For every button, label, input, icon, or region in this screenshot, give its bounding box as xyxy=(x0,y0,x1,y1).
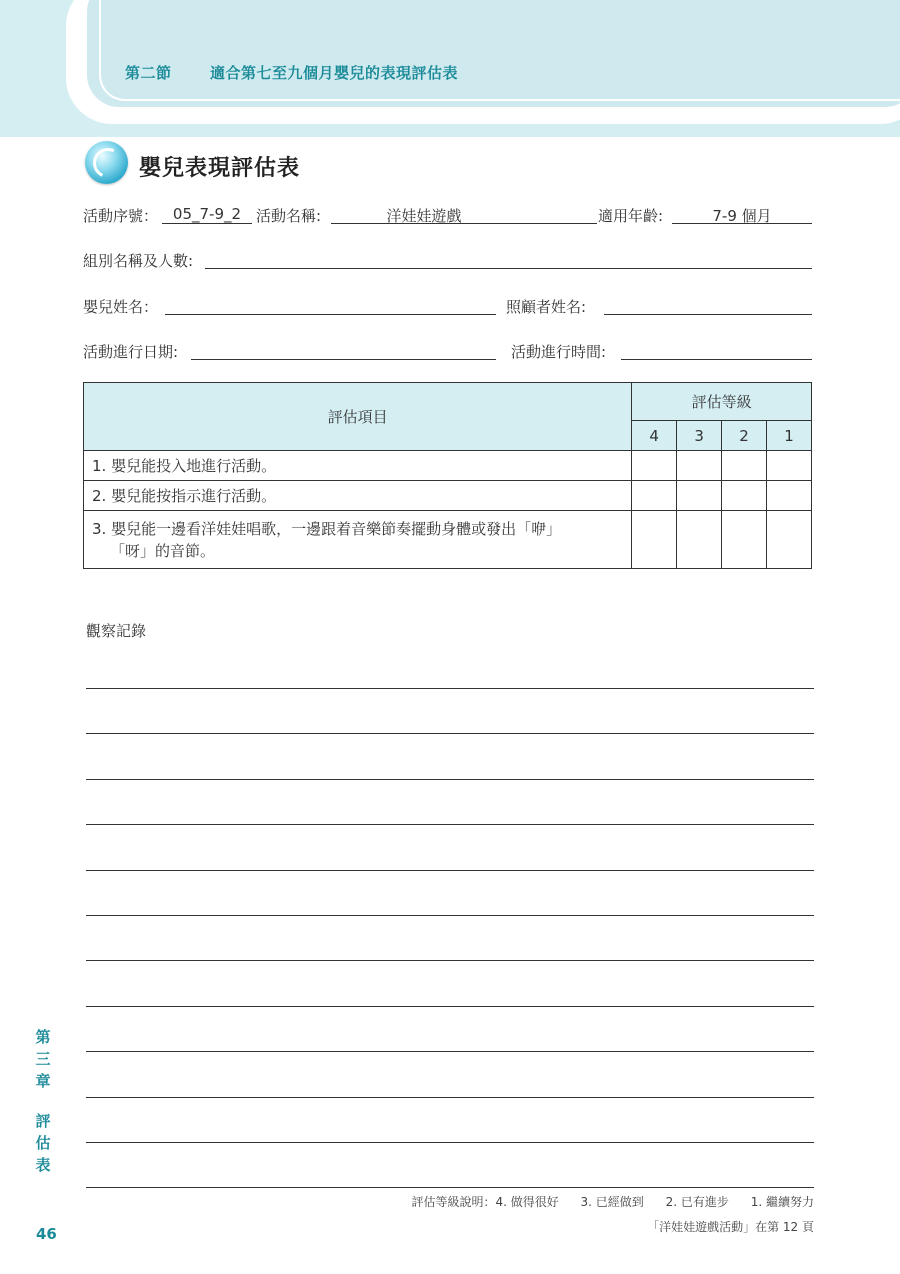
grade-legend-3: 3. 已經做到 xyxy=(580,1195,644,1209)
age-label: 適用年齡: xyxy=(598,207,664,225)
grade-legend-label: 評估等級說明： xyxy=(411,1195,496,1209)
baby-name-field[interactable] xyxy=(165,296,496,315)
grade-cell[interactable] xyxy=(767,481,812,511)
page-number: 46 xyxy=(36,1225,57,1243)
observation-line[interactable] xyxy=(86,688,814,689)
item-text: 2. 嬰兒能按指示進行活動。 xyxy=(84,481,632,511)
activity-no-label: 活動序號： xyxy=(83,207,159,225)
grade-legend xyxy=(411,1193,814,1210)
item-text: 3. 嬰兒能一邊看洋娃娃唱歌，一邊跟着音樂節奏擺動身體或發出「咿」 xyxy=(92,519,562,538)
date-field[interactable] xyxy=(191,341,496,360)
table-row xyxy=(84,511,812,569)
grade-1-header: 1 xyxy=(767,421,812,451)
grade-3-header: 3 xyxy=(677,421,722,451)
observation-line[interactable] xyxy=(86,915,814,916)
age-field[interactable]: 7-9 個月 xyxy=(672,205,812,224)
observation-line[interactable] xyxy=(86,824,814,825)
group-field[interactable] xyxy=(205,250,812,269)
chapter-char: 第 xyxy=(35,1028,51,1046)
grade-cell[interactable] xyxy=(677,511,722,569)
activity-name-value: 洋娃娃遊戲 xyxy=(386,207,462,225)
page-reference: 「洋娃娃遊戲活動」在第 12 頁 xyxy=(647,1220,814,1234)
grade-cell[interactable] xyxy=(722,511,767,569)
group-label: 組別名稱及人數: xyxy=(83,252,194,270)
observation-line[interactable] xyxy=(86,870,814,871)
grade-legend-2: 2. 已有進步 xyxy=(665,1195,729,1209)
section-label: 第二節 xyxy=(125,64,172,82)
grade-cell[interactable] xyxy=(677,451,722,481)
bubble-icon xyxy=(85,141,128,184)
grade-cell[interactable] xyxy=(722,451,767,481)
observation-title: 觀察記錄 xyxy=(86,622,147,640)
grade-cell[interactable] xyxy=(677,481,722,511)
chapter-char: 章 xyxy=(35,1072,51,1090)
time-label: 活動進行時間: xyxy=(511,343,607,361)
date-label: 活動進行日期: xyxy=(83,343,179,361)
grade-header: 評估等級 xyxy=(632,383,812,421)
observation-line[interactable] xyxy=(86,1097,814,1098)
caregiver-field[interactable] xyxy=(604,296,812,315)
item-header: 評估項目 xyxy=(84,383,632,451)
observation-line[interactable] xyxy=(86,779,814,780)
activity-name-label: 活動名稱: xyxy=(256,207,322,225)
grade-cell[interactable] xyxy=(722,481,767,511)
observation-line[interactable] xyxy=(86,1051,814,1052)
chapter-side-tab xyxy=(33,1026,53,1176)
chapter-char: 三 xyxy=(35,1050,51,1068)
page-title: 嬰兒表現評估表 xyxy=(139,156,301,181)
header-tab xyxy=(87,0,900,107)
observation-line[interactable] xyxy=(86,1142,814,1143)
item-text-cell xyxy=(84,511,632,569)
grade-cell[interactable] xyxy=(767,511,812,569)
caregiver-label: 照顧者姓名: xyxy=(506,298,587,316)
table-row xyxy=(84,481,812,511)
table-row xyxy=(84,451,812,481)
time-field[interactable] xyxy=(621,341,812,360)
chapter-title-char: 表 xyxy=(35,1156,51,1174)
observation-line[interactable] xyxy=(86,1187,814,1188)
chapter-title-char: 估 xyxy=(35,1134,51,1152)
activity-name-field[interactable] xyxy=(331,205,597,224)
grade-cell[interactable] xyxy=(632,511,677,569)
observation-line[interactable] xyxy=(86,733,814,734)
section-title: 適合第七至九個月嬰兒的表現評估表 xyxy=(210,64,459,82)
evaluation-table xyxy=(83,382,812,569)
observation-line[interactable] xyxy=(86,1006,814,1007)
item-text-continued: 「呀」的音節。 xyxy=(110,541,216,560)
activity-no-field[interactable]: 05_7-9_2 xyxy=(162,205,252,224)
baby-name-label: 嬰兒姓名： xyxy=(83,298,159,316)
item-text: 1. 嬰兒能投入地進行活動。 xyxy=(84,451,632,481)
grade-cell[interactable] xyxy=(767,451,812,481)
grade-4-header: 4 xyxy=(632,421,677,451)
grade-legend-4: 4. 做得很好 xyxy=(495,1195,559,1209)
grade-2-header: 2 xyxy=(722,421,767,451)
grade-cell[interactable] xyxy=(632,451,677,481)
grade-cell[interactable] xyxy=(632,481,677,511)
observation-line[interactable] xyxy=(86,960,814,961)
chapter-title-char: 評 xyxy=(35,1112,51,1130)
grade-legend-1: 1. 繼續努力 xyxy=(750,1195,814,1209)
